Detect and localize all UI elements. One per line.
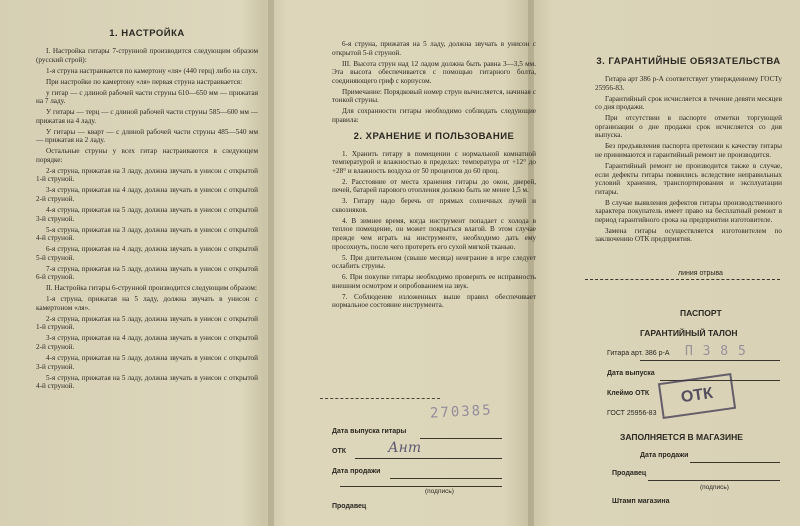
- otk-signature: Ант: [388, 440, 422, 456]
- paragraph: 6-я струна, прижатая на 5 ладу, должна звучать в унисон с открытой 5-й струной.: [332, 40, 536, 57]
- tear-line: [585, 279, 780, 280]
- paragraph: 6. При покупке гитары необходимо проверить ее исправность внешним осмотром и опробованием на звук.: [332, 273, 536, 290]
- paragraph: У гитары — терц — с длиной рабочей части струны 585—600 мм — прижатая на 4 ладу.: [36, 108, 258, 125]
- paragraph: III. Высота струн над 12 ладом должна быть равна 3—3,5 мм. Эта высота обеспечивается с помощью гитарного болта, соединяющего гриф с корпусом.: [332, 59, 536, 85]
- paragraph: Без предъявления паспорта претензии к качеству гитары не принимаются и гарантийный ремонт не производится.: [595, 142, 782, 159]
- release-date-field: [420, 438, 502, 439]
- section-heading-storage: 2. ХРАНЕНИЕ И ПОЛЬЗОВАНИЕ: [353, 130, 515, 142]
- otk-field: [355, 458, 502, 459]
- passport-title: ПАСПОРТ: [680, 308, 722, 318]
- paragraph: Гарантийный срок исчисляется в течение девяти месяцев со дня продажи.: [595, 94, 782, 112]
- paragraph: 1-я струна настраивается по камертону «ля» (440 герц) либо на слух.: [46, 66, 258, 75]
- paragraph: 2. Расстояние от места хранения гитары до окон, дверей, печей, батарей парового отопления должно быть не менее 1,5 м.: [332, 177, 536, 195]
- signature-caption: (подпись): [425, 488, 454, 495]
- paragraph: 4-я струна, прижатая на 5 ладу, должна звучать в унисон с открытой 3-й струной.: [36, 354, 258, 371]
- paragraph: у гитар — с длиной рабочей части струны 610—650 мм — прижатая на 7 ладу.: [36, 88, 258, 106]
- seller-field-coupon: [648, 480, 780, 481]
- paragraph: 3. Гитару надо беречь от прямых солнечных лучей и сквозняков.: [332, 197, 536, 214]
- paragraph: 5-я струна, прижатая на 3 ладу, должна звучать в унисон с открытой 4-й струной.: [36, 225, 258, 243]
- signature-caption-coupon: (подпись): [700, 484, 729, 491]
- paragraph: 2-я струна, прижатая на 5 ладу, должна звучать в унисон с открытой 1-й струной.: [36, 314, 258, 332]
- signature-field: [340, 486, 502, 487]
- sale-date-label-coupon: Дата продажи: [640, 452, 689, 459]
- dotted-line: [320, 398, 440, 399]
- release-date-stamp: 270385: [429, 402, 493, 422]
- paragraph: Для сохранности гитары необходимо соблюдать следующие правила:: [332, 107, 536, 124]
- store-fill-title: ЗАПОЛНЯЕТСЯ В МАГАЗИНЕ: [620, 432, 743, 442]
- stamp-otk-label: Клеймо ОТК: [607, 390, 650, 397]
- paragraph: 3-я струна, прижатая на 4 ладу, должна звучать в унисон с открытой 2-й струной.: [36, 186, 258, 204]
- paragraph: 1-я струна, прижатая на 5 ладу, должна звучать в унисон с камертоном «ля».: [36, 295, 258, 312]
- section-heading-setup: 1. НАСТРОЙКА: [109, 28, 185, 39]
- sale-date-label: Дата продажи: [332, 468, 381, 475]
- tear-line-label: линия отрыва: [678, 270, 723, 277]
- paragraph: У гитары — кварт — с длиной рабочей части струны 485—540 мм — прижатая на 2 ладу.: [36, 127, 258, 145]
- paragraph: 5-я струна, прижатая на 5 ладу, должна звучать в унисон с открытой 4-й струной.: [36, 373, 258, 391]
- storage-paragraphs: [332, 150, 536, 310]
- gost-label: ГОСТ 25956-83: [607, 410, 657, 417]
- release-date-label-coupon: Дата выпуска: [607, 370, 655, 377]
- paragraph: 6-я струна, прижатая на 4 ладу, должна звучать в унисон с открытой 5-й струной.: [36, 245, 258, 262]
- paragraph: 1. Хранить гитару в помещении с нормальной комнатной температурой и влажностью в пределах: температура от +12° до +28° и влажность воздуха от 50 процентов до 60 проц.: [332, 149, 536, 175]
- paragraph: 5. При длительном (свыше месяца) неиграние в игре следует ослабить струны.: [332, 253, 536, 271]
- section-heading-warranty: 3. ГАРАНТИЙНЫЕ ОБЯЗАТЕЛЬСТВА: [596, 56, 781, 67]
- warranty-coupon-title: ГАРАНТИЙНЫЙ ТАЛОН: [640, 328, 738, 338]
- setup-paragraphs: [36, 47, 258, 391]
- paragraph: Остальные струны у всех гитар настраиваются в следующем порядке:: [36, 147, 258, 164]
- paragraph: 3-я струна, прижатая на 4 ладу, должна звучать в унисон с открытой 2-й струной.: [36, 334, 258, 352]
- guitar-field: [640, 360, 780, 361]
- paragraph: Примечание: Порядковый номер струн вычисляется, начиная с тонкой струны.: [332, 87, 536, 105]
- paragraph: При настройке по камертону «ля» первая струна настраивается:: [46, 77, 243, 86]
- paragraph: Замена гитары осуществляется изготовителем по заключению ОТК предприятия.: [595, 226, 782, 244]
- paragraph: 4. В зимнее время, когда инструмент попадает с холода в теплое помещение, он может покрыться влагой. В этом случае прежде чем играть на инструменте, необходимо дать ему просохнуть, после чего протереть его сухой мягкой тканью.: [332, 216, 536, 251]
- paragraph: Гитара арт 386 р-А соответствует утвержденному ГОСТу 25956-83.: [595, 75, 782, 92]
- release-date-label: Дата выпуска гитары: [332, 428, 407, 435]
- paragraph: 7-я струна, прижатая на 5 ладу, должна звучать в унисон с открытой 6-й струной.: [36, 264, 258, 282]
- paragraph: В случае выявления дефектов гитары производственного характера покупатель имеет право на бесплатный ремонт в период гарантийного срока на предприятии изготовителе.: [595, 198, 782, 224]
- store-stamp-label: Штамп магазина: [612, 498, 670, 505]
- column-setup: [0, 0, 270, 526]
- storage-intro-paragraphs: [332, 40, 536, 125]
- guitar-value: 386 р-А: [645, 350, 670, 357]
- sale-date-field: [390, 478, 502, 479]
- paragraph: 2-я струна, прижатая на 3 ладу, должна звучать в унисон с открытой 1-й струной.: [36, 166, 258, 184]
- paragraph: Гарантийный ремонт не производится также в случае, если дефекты гитары появились вследствие неправильных условий хранения, транспортирования и эксплуатации гитары.: [595, 161, 782, 196]
- guitar-label: Гитара арт.: [607, 350, 644, 357]
- paragraph: I. Настройка гитары 7-струнной производится следующим образом (русский строй):: [36, 47, 258, 64]
- otk-stamp: ОТК: [658, 373, 736, 419]
- sale-date-field-coupon: [690, 462, 780, 463]
- otk-label: ОТК: [332, 448, 346, 455]
- paragraph: 7. Соблюдение изложенных выше правил обеспечивает нормальное состояние инструмента.: [332, 292, 536, 310]
- warranty-paragraphs: [595, 75, 782, 244]
- paragraph: При отсутствии в паспорте отметки торгующей организации о дне продажи срок исчисляется со дня выпуска.: [595, 114, 782, 140]
- paragraph: 4-я струна, прижатая на 5 ладу, должна звучать в унисон с открытой 3-й струной.: [36, 206, 258, 223]
- column-warranty: [565, 0, 800, 526]
- paragraph: II. Настройка гитары 6-струнной производится следующим образом:: [46, 284, 257, 293]
- hand-written-number: П 3 8 5: [685, 344, 747, 359]
- seller-label: Продавец: [332, 503, 367, 510]
- seller-label-coupon: Продавец: [612, 470, 647, 477]
